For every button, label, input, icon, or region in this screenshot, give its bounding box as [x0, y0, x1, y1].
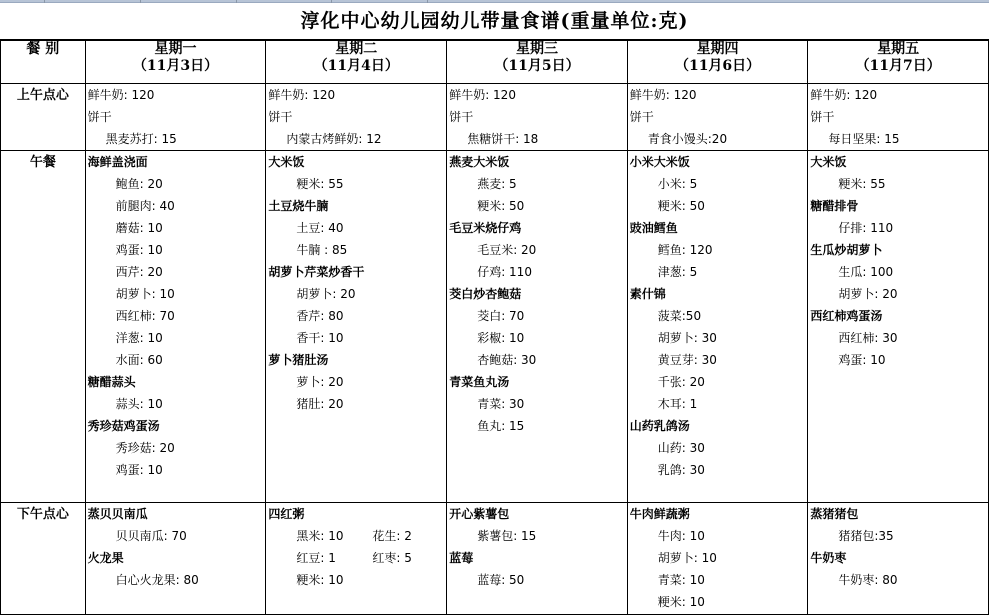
afternoon-snack-row: [1, 503, 989, 615]
ingredient: 粳米: 50: [477, 199, 525, 213]
dish-name: 四红粥: [268, 507, 305, 521]
dish-name: 大米饭: [268, 155, 305, 169]
ingredient: 鸡蛋: 10: [838, 353, 886, 367]
ingredient: 彩椒: 10: [477, 331, 525, 345]
ingredient: 西芹: 20: [115, 265, 163, 279]
day-date: （11月5日）: [494, 58, 580, 74]
snack-line: 饼干: [449, 110, 474, 124]
ingredient: 蓝莓: 50: [477, 573, 525, 587]
ingredient: 贝贝南瓜: 70: [115, 529, 187, 543]
ingredient: 粳米: 55: [296, 177, 344, 191]
ingredient: 仔鸡: 110: [477, 265, 532, 279]
dish-name: 青菜鱼丸汤: [449, 375, 510, 389]
ingredient: 猪肚: 20: [296, 397, 344, 411]
dish-name: 糖醋排骨: [810, 199, 859, 213]
snack-item: 黑麦苏打: 15: [105, 132, 177, 146]
snack-line: 鲜牛奶: 120: [629, 88, 697, 102]
spreadsheet-column-strip: [0, 0, 989, 3]
snack-line: 鲜牛奶: 120: [449, 88, 516, 102]
ingredient: 西红柿: 70: [115, 309, 175, 323]
ingredient: 蒜头: 10: [115, 397, 163, 411]
morning-snack-row: [1, 84, 989, 151]
ingredient: 仔排: 110: [838, 221, 894, 235]
ingredient: 猪猪包:35: [838, 529, 894, 543]
day-date: （11月6日）: [674, 58, 761, 74]
lunch-cell: [808, 151, 989, 503]
ingredient: 鳕鱼: 120: [657, 243, 713, 257]
ingredient: 洋葱: 10: [115, 331, 163, 345]
ingredient: 鲍鱼: 20: [115, 177, 163, 191]
ingredient: 秀珍菇: 20: [115, 441, 175, 455]
dish-name: 土豆烧牛腩: [268, 199, 329, 213]
lunch-cell: [447, 151, 628, 503]
ingredient: 菠菜:50: [657, 309, 702, 323]
ingredient: 牛腩 : 85: [296, 243, 348, 257]
morning-cell: [627, 84, 808, 151]
lunch-cell: [85, 151, 266, 503]
dish-name: 牛奶枣: [810, 551, 847, 565]
ingredient: 小米: 5: [657, 177, 698, 191]
ingredient: 胡萝卜: 20: [838, 287, 898, 301]
day-date: （11月4日）: [313, 58, 399, 74]
lunch-cell: [266, 151, 447, 503]
ingredient: 黄豆芽: 30: [657, 353, 717, 367]
ingredient-pair: [266, 525, 446, 547]
afternoon-cell: [808, 503, 989, 615]
page-title: 淳化中心幼儿园幼儿带量食谱(重量单位:克): [300, 10, 689, 32]
dish-name: 毛豆米烧仔鸡: [449, 221, 522, 235]
ingredient-pair: [266, 547, 446, 569]
dish-name: 开心紫薯包: [449, 507, 510, 521]
ingredient: 生瓜: 100: [838, 265, 894, 279]
snack-item: 青食小馒头:20: [647, 132, 728, 146]
afternoon-cell: [266, 503, 447, 615]
snack-line: 鲜牛奶: 120: [810, 88, 878, 102]
ingredient: 牛肉: 10: [657, 529, 705, 543]
snack-item: 每日坚果: 15: [828, 132, 900, 146]
afternoon-cell: [627, 503, 808, 615]
snack-item: 焦糖饼干: 18: [467, 132, 539, 146]
day-header-fri: [808, 40, 989, 84]
snack-line: 饼干: [87, 110, 112, 124]
morning-cell: [85, 84, 266, 151]
header-row: [1, 40, 989, 84]
dish-name: 火龙果: [87, 551, 124, 565]
morning-cell: [447, 84, 628, 151]
ingredient: 杏鲍菇: 30: [477, 353, 537, 367]
ingredient: 燕麦: 5: [477, 177, 517, 191]
dish-name: 牛肉鲜蔬粥: [629, 507, 690, 521]
day-name: 星期二: [335, 41, 378, 57]
day-header-mon: [85, 40, 266, 84]
ingredient: 毛豆米: 20: [477, 243, 537, 257]
ingredient: 津葱: 5: [657, 265, 698, 279]
ingredient: 粳米: 10: [296, 573, 344, 587]
ingredient: 萝卜: 20: [296, 375, 344, 389]
snack-line: 饼干: [810, 110, 835, 124]
lunch-row: [1, 151, 989, 503]
ingredient: 胡萝卜: 10: [657, 551, 717, 565]
dish-name: 海鲜盖浇面: [87, 155, 148, 169]
ingredient: 牛奶枣: 80: [838, 573, 898, 587]
meal-label-morning: 上午点心: [1, 84, 86, 151]
afternoon-cell: [85, 503, 266, 615]
meal-column-header: 餐 别: [1, 40, 86, 84]
ingredient: 山药: 30: [657, 441, 705, 455]
day-name: 星期四: [696, 41, 739, 57]
ingredient: 鸡蛋: 10: [115, 243, 163, 257]
snack-line: 鲜牛奶: 120: [87, 88, 155, 102]
ingredient: 胡萝卜: 30: [657, 331, 717, 345]
ingredient: 粳米: 55: [838, 177, 886, 191]
ingredient: 胡萝卜: 10: [115, 287, 175, 301]
ingredient: 乳鸽: 30: [657, 463, 705, 477]
dish-name: 山药乳鸽汤: [629, 419, 690, 433]
dish-name: 蒸贝贝南瓜: [87, 507, 148, 521]
meal-label-lunch: 午餐: [1, 151, 86, 503]
ingredient: 西红柿: 30: [838, 331, 898, 345]
ingredient: 青菜: 10: [657, 573, 705, 587]
dish-name: 蓝莓: [449, 551, 474, 565]
day-header-thu: [627, 40, 808, 84]
dish-name: 西红柿鸡蛋汤: [810, 309, 883, 323]
ingredient: 红豆: 1: [296, 551, 336, 565]
day-name: 星期一: [154, 41, 197, 57]
snack-line: 鲜牛奶: 120: [268, 88, 336, 102]
dish-name: 茭白炒杏鲍菇: [449, 287, 522, 301]
dish-name: 素什锦: [629, 287, 666, 301]
lunch-cell: [627, 151, 808, 503]
ingredient: 茭白: 70: [477, 309, 525, 323]
ingredient: 花生: 2: [372, 529, 412, 543]
dish-name: 燕麦大米饭: [449, 155, 510, 169]
day-name: 星期三: [515, 41, 558, 57]
day-date: （11月3日）: [132, 58, 219, 74]
ingredient: 紫薯包: 15: [477, 529, 537, 543]
ingredient: 蘑菇: 10: [115, 221, 163, 235]
afternoon-cell: [447, 503, 628, 615]
ingredient: 白心火龙果: 80: [115, 573, 199, 587]
menu-table: [0, 39, 989, 615]
ingredient: 红枣: 5: [372, 551, 412, 565]
ingredient: 青菜: 30: [477, 397, 525, 411]
morning-cell: [808, 84, 989, 151]
morning-cell: [266, 84, 447, 151]
snack-item: 内蒙古烤鲜奶: 12: [286, 132, 382, 146]
ingredient: 水面: 60: [115, 353, 163, 367]
dish-name: 小米大米饭: [629, 155, 690, 169]
ingredient: 千张: 20: [657, 375, 705, 389]
ingredient: 香芹: 80: [296, 309, 344, 323]
dish-name: 糖醋蒜头: [87, 375, 136, 389]
ingredient: 香干: 10: [296, 331, 344, 345]
day-header-tue: [266, 40, 447, 84]
snack-line: 饼干: [268, 110, 293, 124]
ingredient: 前腿肉: 40: [115, 199, 175, 213]
ingredient: 鱼丸: 15: [477, 419, 525, 433]
dish-name: 秀珍菇鸡蛋汤: [87, 419, 160, 433]
dish-name: 萝卜猪肚汤: [268, 353, 329, 367]
day-date: （11月7日）: [855, 58, 941, 74]
dish-name: 大米饭: [810, 155, 847, 169]
dish-name: 生瓜炒胡萝卜: [810, 243, 883, 257]
ingredient: 胡萝卜: 20: [296, 287, 356, 301]
ingredient: 粳米: 10: [657, 595, 705, 609]
meal-label-afternoon: 下午点心: [1, 503, 86, 615]
ingredient: 木耳: 1: [657, 397, 698, 411]
ingredient: 鸡蛋: 10: [115, 463, 163, 477]
dish-name: 豉油鳕鱼: [629, 221, 678, 235]
snack-line: 饼干: [629, 110, 654, 124]
ingredient: 黑米: 10: [296, 529, 344, 543]
ingredient: 粳米: 50: [657, 199, 705, 213]
dish-name: 胡萝卜芹菜炒香干: [268, 265, 365, 279]
day-header-wed: [447, 40, 628, 84]
ingredient: 土豆: 40: [296, 221, 344, 235]
day-name: 星期五: [877, 41, 920, 57]
dish-name: 蒸猪猪包: [810, 507, 859, 521]
